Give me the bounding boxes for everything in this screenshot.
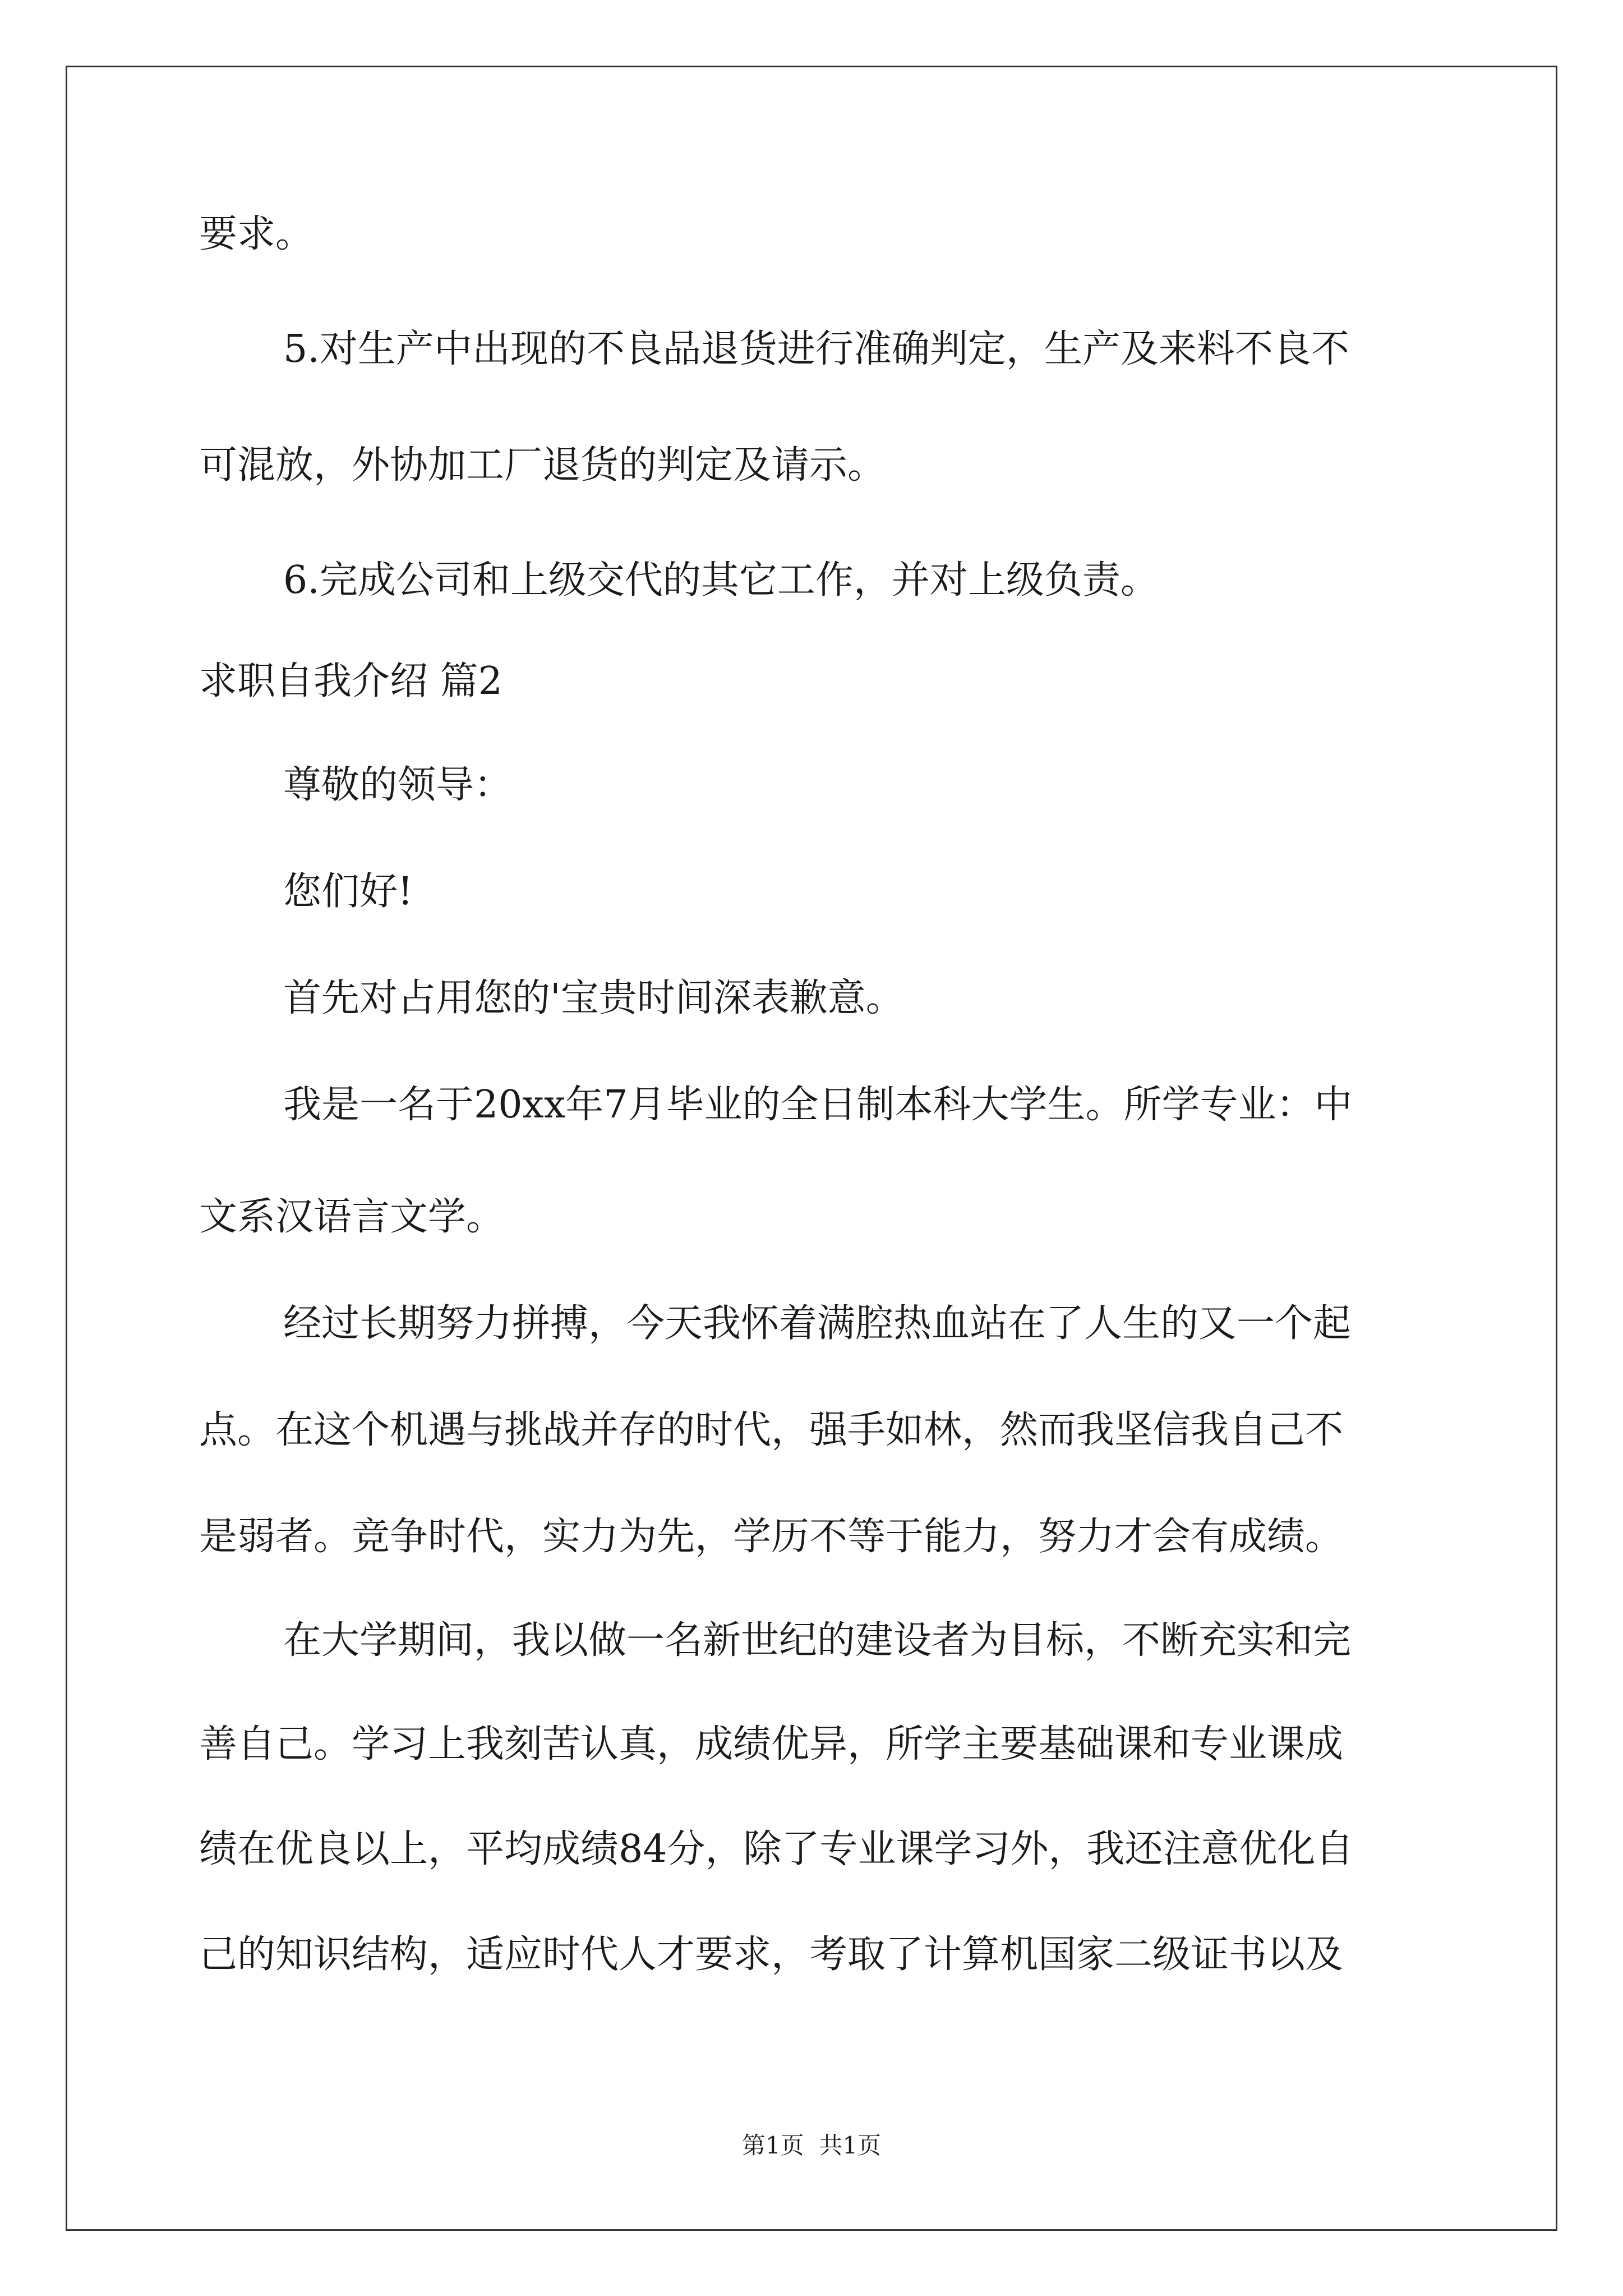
text-line: 6.完成公司和上级交代的其它工作，并对上级负责。	[283, 558, 1159, 602]
section-heading: 求职自我介绍 篇2	[199, 659, 502, 703]
text-line: 5.对生产中出现的不良品退货进行准确判定，生产及来料不良不	[283, 327, 1349, 371]
text-line: 绩在优良以上，平均成绩84分，除了专业课学习外，我还注意优化自	[199, 1827, 1354, 1871]
text-line: 文系汉语言文学。	[199, 1195, 505, 1239]
greeting: 您们好!	[283, 869, 413, 914]
text-line: 可混放，外协加工厂退货的判定及请示。	[199, 443, 886, 487]
text-line: 是弱者。竞争时代，实力为先，学历不等于能力，努力才会有成绩。	[199, 1515, 1344, 1559]
text-line: 点。在这个机遇与挑战并存的时代，强手如林，然而我坚信我自己不	[199, 1408, 1344, 1452]
text-line: 经过长期努力拼搏，今天我怀着满腔热血站在了人生的又一个起	[283, 1301, 1352, 1346]
text-line: 首先对占用您的'宝贵时间深表歉意。	[283, 976, 904, 1020]
text-line: 善自己。学习上我刻苦认真，成绩优异，所学主要基础课和专业课成	[199, 1722, 1344, 1766]
salutation: 尊敬的领导：	[283, 763, 513, 807]
text-line: 在大学期间，我以做一名新世纪的建设者为目标，不断充实和完	[283, 1618, 1352, 1663]
text-line: 要求。	[199, 212, 314, 256]
text-line: 己的知识结构，适应时代人才要求，考取了计算机国家二级证书以及	[199, 1932, 1344, 1977]
page-footer: 第1页 共1页	[741, 2132, 882, 2159]
page-border	[66, 66, 1557, 2231]
text-line: 我是一名于20xx年7月毕业的全日制本科大学生。所学专业：中	[283, 1083, 1353, 1127]
